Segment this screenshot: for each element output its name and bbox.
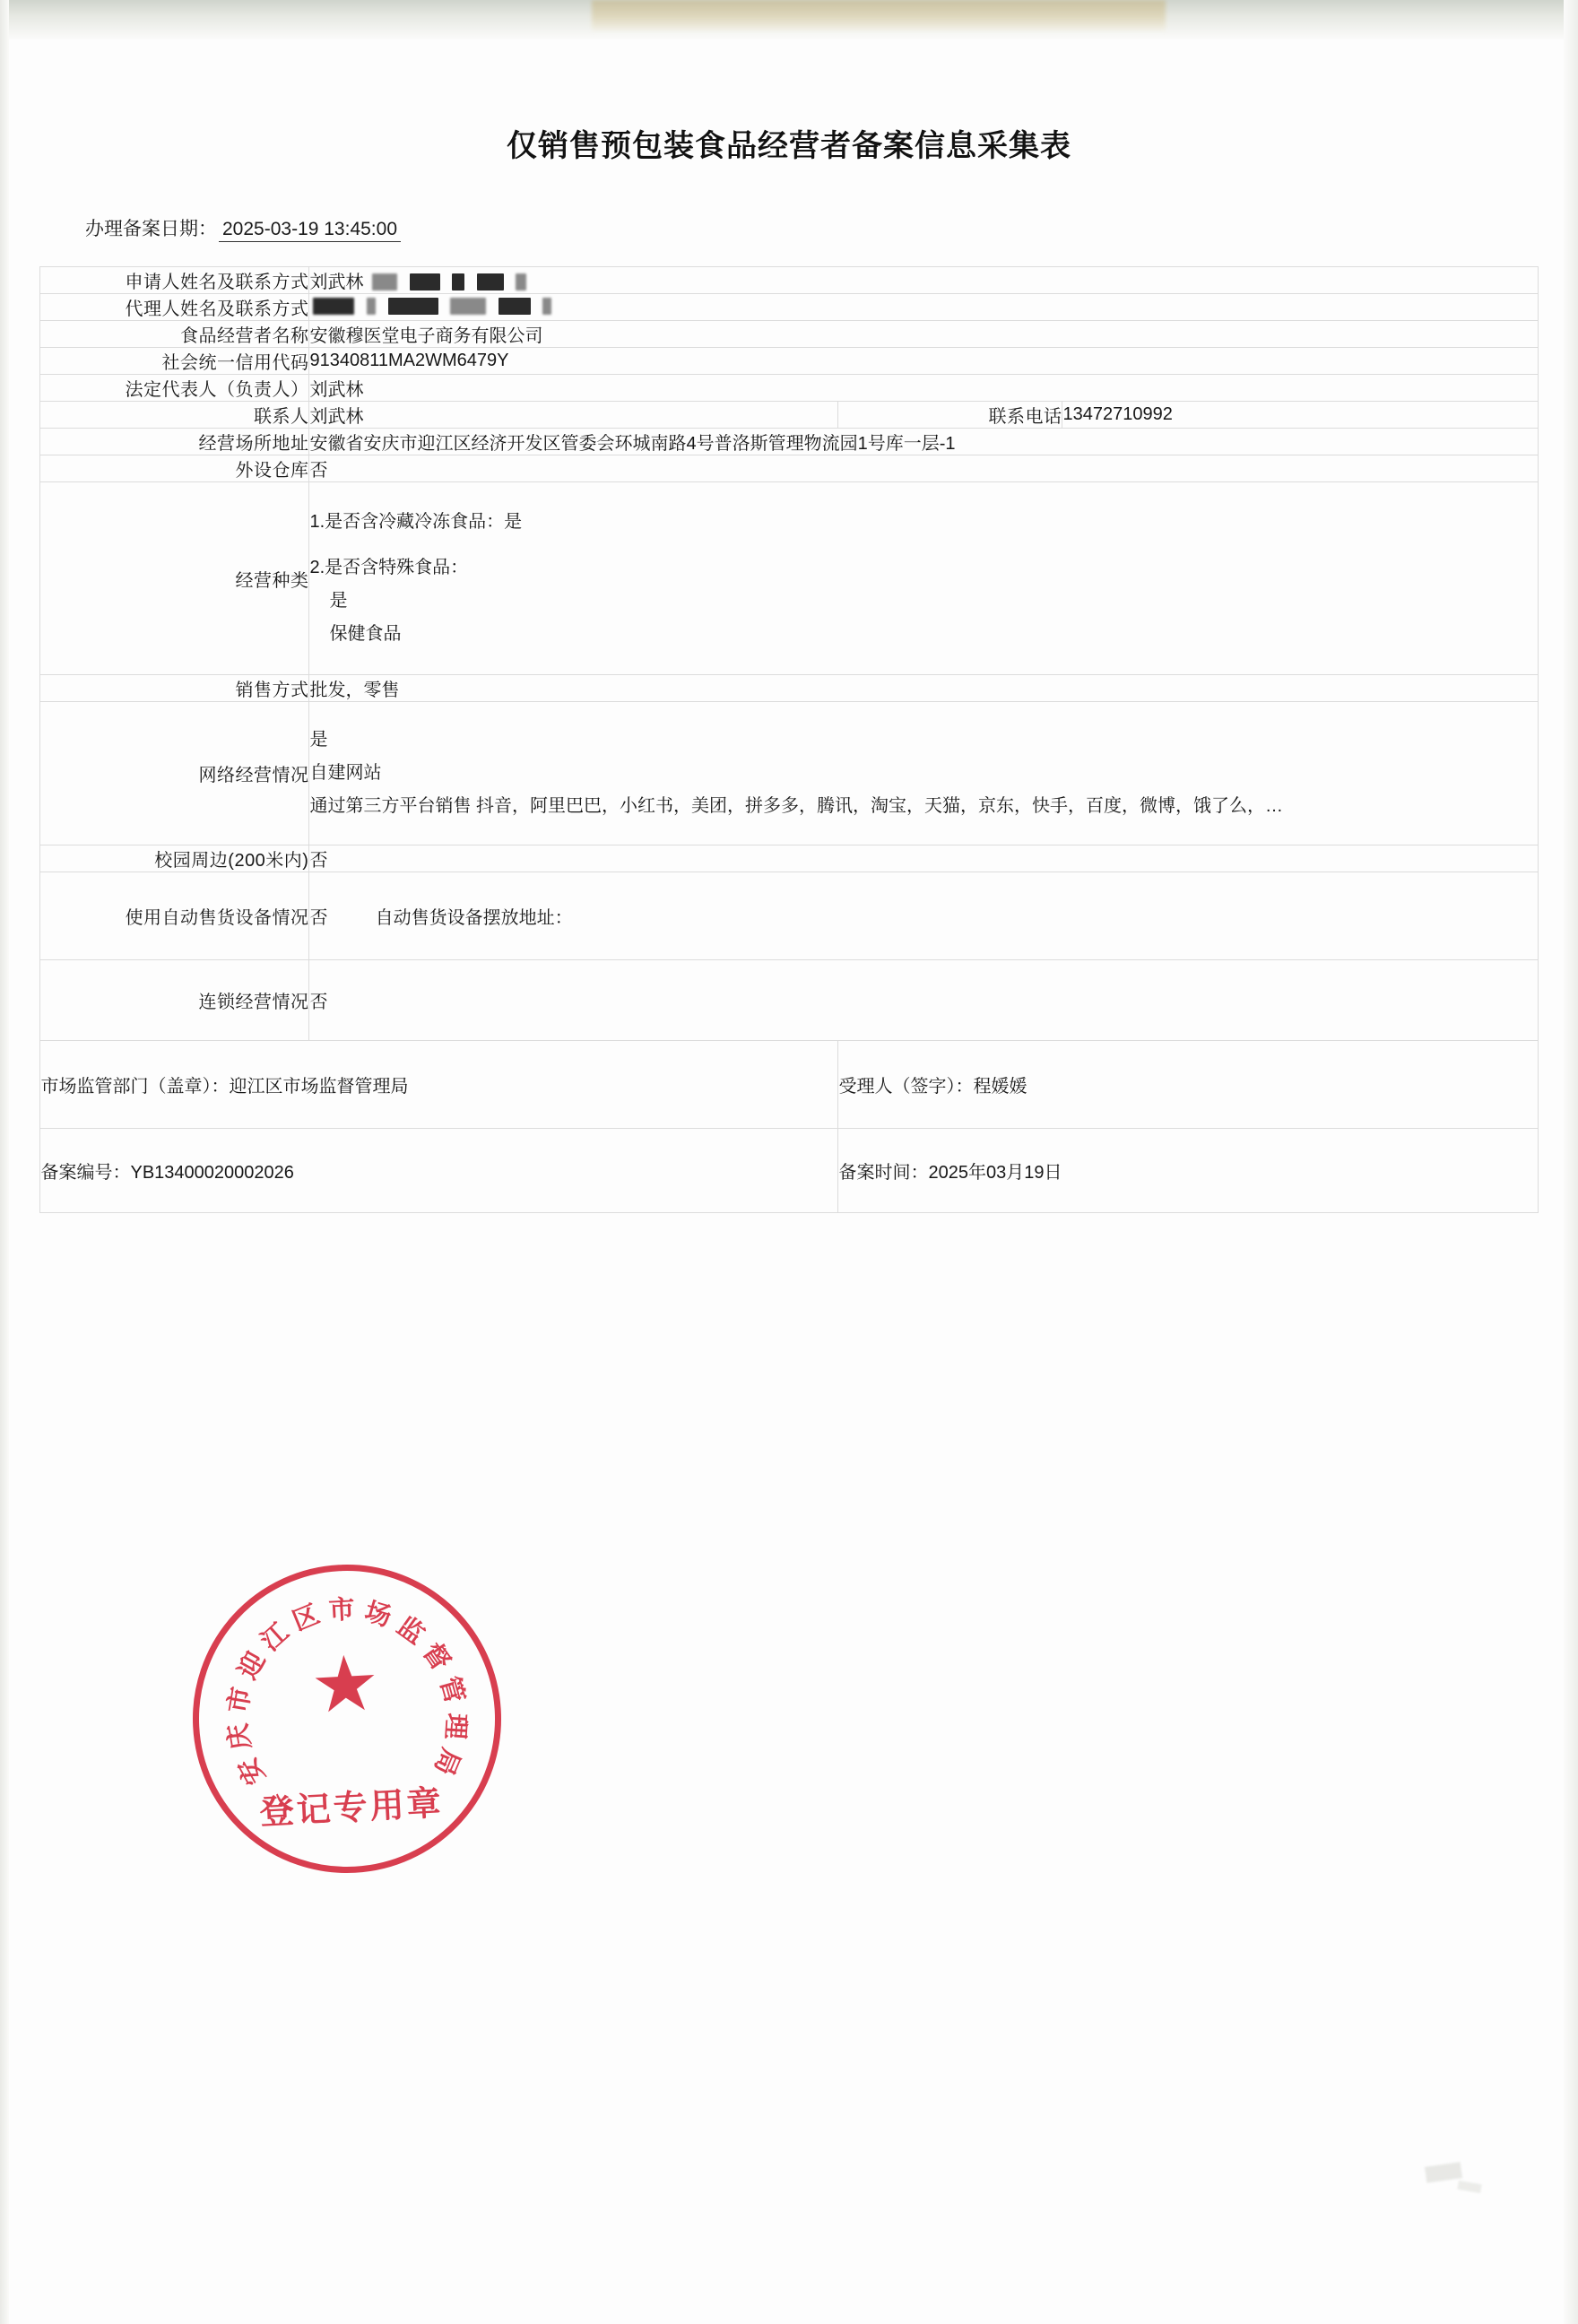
seal-arc-char: 市 <box>327 1595 356 1626</box>
seal-arc-char: 管 <box>434 1673 469 1707</box>
business-type-line-3: 是 <box>329 591 348 611</box>
table-row <box>40 402 1538 429</box>
legal-rep-value: 刘武林 <box>309 375 1538 402</box>
warehouse-label: 外设仓库 <box>40 455 309 482</box>
online-line-2: 自建网站 <box>309 763 382 783</box>
address-label: 经营场所地址 <box>40 429 309 455</box>
acceptor-cell <box>838 1041 1538 1129</box>
authority-label: 市场监管部门（盖章）： <box>40 1077 230 1097</box>
business-type-line-1: 1.是否含冷藏冷冻食品：是 <box>309 512 523 532</box>
chain-label: 连锁经营情况 <box>40 960 309 1041</box>
vending-address-label: 自动售货设备摆放地址： <box>375 908 573 928</box>
vending-label: 使用自动售货设备情况 <box>40 872 309 960</box>
table-row <box>40 348 1538 375</box>
record-time-label: 备案时间： <box>838 1163 929 1183</box>
applicant-label: 申请人姓名及联系方式 <box>40 267 309 294</box>
redaction-mark <box>313 298 354 315</box>
online-line-3: 通过第三方平台销售 抖音，阿里巴巴，小红书，美团，拼多多，腾讯，淘宝，天猫，京东，快手，百度，微博，饿了么，… <box>309 796 1284 816</box>
sales-mode-value: 批发，零售 <box>309 675 1538 702</box>
redaction-mark <box>477 273 504 290</box>
record-no-cell <box>40 1129 838 1213</box>
record-time-value: 2025年03月19日 <box>928 1163 1062 1183</box>
phone-label: 联系电话 <box>838 402 1062 429</box>
applicant-value: 刘武林 <box>309 273 364 292</box>
credit-code-label: 社会统一信用代码 <box>40 348 309 375</box>
business-type-label: 经营种类 <box>40 482 309 675</box>
table-row <box>40 1129 1538 1213</box>
redaction-mark <box>372 273 397 290</box>
campus-label: 校园周边(200米内) <box>40 845 309 872</box>
business-type-value-cell <box>309 482 1538 675</box>
phone-value: 13472710992 <box>1062 402 1538 429</box>
table-row <box>40 429 1538 455</box>
acceptor-label: 受理人（签字）： <box>838 1077 974 1097</box>
agent-label: 代理人姓名及联系方式 <box>40 294 309 321</box>
redaction-mark <box>410 273 440 290</box>
vending-value: 否 <box>309 908 328 928</box>
redaction-mark <box>516 273 526 290</box>
seal-arc-char: 庆 <box>223 1721 256 1752</box>
address-value: 安徽省安庆市迎江区经济开发区管委会环城南路4号普洛斯管理物流园1号库一层-1 <box>309 429 1538 455</box>
authority-cell <box>40 1041 838 1129</box>
seal-arc-char: 区 <box>288 1600 324 1637</box>
contact-value: 刘武林 <box>309 402 838 429</box>
seal-arc-char: 迎 <box>233 1647 272 1685</box>
warehouse-value: 否 <box>309 455 1538 482</box>
redaction-mark <box>542 298 551 315</box>
business-type-line-4: 保健食品 <box>329 624 402 644</box>
seal-arc-char: 安 <box>232 1752 271 1790</box>
table-row <box>40 702 1538 845</box>
table-row <box>40 375 1538 402</box>
filing-date-value: 2025-03-19 13:45:00 <box>219 219 401 242</box>
applicant-value-cell <box>309 267 1538 294</box>
operator-name-label: 食品经营者名称 <box>40 321 309 348</box>
contact-label: 联系人 <box>40 402 309 429</box>
redaction-mark <box>450 298 486 315</box>
seal-arc-char: 督 <box>416 1637 455 1677</box>
seal-arc-char: 监 <box>391 1611 430 1651</box>
table-row <box>40 845 1538 872</box>
redaction-mark <box>499 298 531 315</box>
business-type-line-2: 2.是否含特殊食品： <box>309 558 469 577</box>
record-time-cell <box>838 1129 1538 1213</box>
scan-artifact-2 <box>1457 2181 1481 2193</box>
scan-artifact-1 <box>1425 2162 1462 2182</box>
record-no-value: YB13400020002026 <box>130 1163 294 1183</box>
online-label: 网络经营情况 <box>40 702 309 845</box>
campus-value: 否 <box>309 845 1538 872</box>
operator-name-value: 安徽穆医堂电子商务有限公司 <box>309 321 1538 348</box>
table-row <box>40 675 1538 702</box>
table-row <box>40 294 1538 321</box>
redaction-mark <box>452 273 464 290</box>
filing-date-label: 办理备案日期： <box>85 219 217 239</box>
record-no-label: 备案编号： <box>40 1163 131 1183</box>
online-value-cell <box>309 702 1538 845</box>
seal-arc-char: 理 <box>439 1712 471 1740</box>
table-row <box>40 872 1538 960</box>
redaction-mark <box>367 298 376 315</box>
credit-code-value: 91340811MA2WM6479Y <box>309 348 1538 375</box>
form-table <box>39 266 1538 1213</box>
filing-date <box>85 214 1578 241</box>
table-row <box>40 267 1538 294</box>
sales-mode-label: 销售方式 <box>40 675 309 702</box>
table-row <box>40 482 1538 675</box>
acceptor-value: 程媛媛 <box>973 1077 1027 1097</box>
table-row <box>40 455 1538 482</box>
chain-value: 否 <box>309 960 1538 1041</box>
seal-arc-char: 场 <box>361 1597 394 1633</box>
seal-arc-char: 局 <box>428 1744 465 1780</box>
page-title: 仅销售预包装食品经营者备案信息采集表 <box>507 129 1071 163</box>
table-row <box>40 1041 1538 1129</box>
seal-ring: 安 庆 市 迎 江 区 市 场 监 督 管 理 局 ★ 登记专用章 <box>185 1557 509 1881</box>
seal-arc-char: 江 <box>256 1617 295 1657</box>
redaction-mark <box>388 298 438 315</box>
seal-bottom-text: 登记专用章 <box>258 1784 445 1833</box>
vending-value-cell <box>309 872 1538 960</box>
legal-rep-label: 法定代表人（负责人） <box>40 375 309 402</box>
agent-value-cell <box>309 294 1538 321</box>
online-line-1: 是 <box>309 730 328 750</box>
table-row <box>40 960 1538 1041</box>
authority-value: 迎江区市场监督管理局 <box>229 1077 409 1097</box>
seal-arc-char: 市 <box>223 1685 257 1716</box>
table-row <box>40 321 1538 348</box>
